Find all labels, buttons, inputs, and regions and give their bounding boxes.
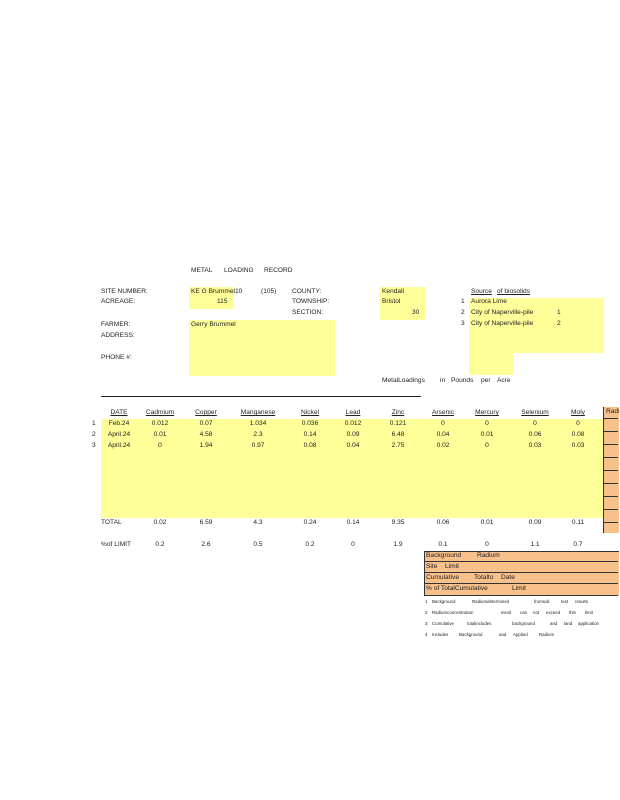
total-moly: 0.11: [571, 519, 585, 526]
note-num: 1: [425, 599, 428, 604]
address-label: ADDRESS:: [101, 332, 135, 339]
row-number: 2: [92, 431, 96, 438]
cumulative-label: Cumulative: [426, 574, 459, 581]
col-header-cadmium: Cadmium: [145, 409, 175, 416]
phone-label: PHONE #:: [101, 354, 132, 361]
cell-selenium: 0.06: [528, 431, 542, 438]
col-header-copper: Copper: [195, 409, 217, 416]
percent-arsenic: 0.1: [438, 541, 448, 548]
total-cadmium: 0.02: [153, 519, 167, 526]
note-word: Includes: [432, 632, 449, 637]
site-number-extra: (105): [261, 288, 277, 295]
percent-copper: 2.6: [201, 541, 211, 548]
note-num: 4: [425, 632, 428, 637]
source-num: 3: [461, 320, 465, 327]
cell-mercury: 0.01: [480, 431, 494, 438]
source-name: City of Naperville-pile: [471, 320, 534, 327]
total-nickel: 0.24: [303, 519, 317, 526]
cell-zinc: 6.48: [391, 431, 405, 438]
township-value: Bristol: [382, 298, 401, 305]
cell-moly: 0.08: [571, 431, 585, 438]
title-word-1: METAL: [191, 267, 213, 274]
note-word: and: [550, 621, 558, 626]
note-word: and: [499, 632, 507, 637]
col-header-mercury: Mercury: [475, 409, 499, 416]
note-word: this: [569, 610, 576, 615]
cell-cadmium: 0.012: [151, 420, 169, 427]
township-label: TOWNSHIP:: [292, 298, 330, 305]
sources-header-of: of biosolids: [497, 288, 530, 295]
cell-lead: 0.09: [346, 431, 360, 438]
col-header-selenium: Selenium: [521, 409, 549, 416]
source-name: City of Naperville-pile: [471, 309, 534, 316]
note-word: test: [561, 599, 569, 604]
county-value: Kendall: [382, 288, 404, 295]
note-word: not: [533, 610, 540, 615]
row-number: 3: [92, 442, 96, 449]
note-word: insoil: [501, 610, 512, 615]
percent-mercury: 0: [485, 541, 489, 548]
note-word: limit: [585, 610, 593, 615]
cell-copper: 1.94: [199, 442, 213, 449]
site-limit-label: Site: [426, 563, 438, 570]
site-number-label: SITE NUMBER:: [101, 288, 148, 295]
percent-zinc: 1.9: [393, 541, 403, 548]
site-limit-label-2: Limit: [445, 563, 459, 570]
cell-mercury: 0: [485, 442, 489, 449]
col-header-arsenic: Arsenic: [432, 409, 454, 416]
cumulative-label-3: Date: [501, 574, 515, 581]
note-word: can: [520, 610, 528, 615]
site-number-value: KE G Brummel10: [191, 288, 243, 295]
note-word: Radium: [539, 632, 555, 637]
acreage-label: ACREAGE:: [101, 298, 136, 305]
cell-arsenic: 0.02: [436, 442, 450, 449]
percent-nickel: 0.2: [305, 541, 315, 548]
radium-header-cell: [603, 407, 619, 418]
note-word: background: [512, 621, 535, 626]
table-top-rule: [101, 396, 421, 397]
note-word: totalincludes: [467, 621, 492, 626]
farmer-field[interactable]: [189, 320, 335, 376]
col-header-moly: Moly: [571, 409, 585, 416]
col-header-lead: Lead: [345, 409, 361, 416]
col-header-date: DATE: [110, 409, 128, 416]
col-header-zinc: Zinc: [391, 409, 405, 416]
percent-cumulative-label-2: Limit: [512, 585, 526, 592]
source-num: 2: [461, 309, 465, 316]
note-word: results: [575, 599, 588, 604]
radium-column[interactable]: [603, 418, 619, 533]
units-word: in: [440, 377, 446, 384]
cell-mercury: 0: [485, 420, 489, 427]
cell-selenium: 0: [533, 420, 537, 427]
source-num: 1: [461, 298, 465, 305]
note-word: land: [564, 621, 573, 626]
cell-date: April.24: [107, 442, 131, 449]
units-word: Pounds: [451, 377, 474, 384]
cell-nickel: 0.08: [303, 442, 317, 449]
county-label: COUNTY:: [292, 288, 322, 295]
radium-header: Radi: [606, 408, 620, 415]
note-word: Cumulative: [432, 621, 454, 626]
cell-lead: 0.04: [346, 442, 360, 449]
note-word: exceed: [546, 610, 561, 615]
total-selenium: 0.09: [528, 519, 542, 526]
cell-manganese: 2.3: [253, 431, 263, 438]
percent-selenium: 1.1: [530, 541, 540, 548]
percent-limit-label: %of LIMIT: [101, 541, 132, 548]
row-number: 1: [92, 420, 96, 427]
radium-bg-label-2: Radium: [477, 552, 500, 559]
source-extra: 1: [557, 309, 561, 316]
cell-zinc: 0.121: [389, 420, 407, 427]
total-arsenic: 0.06: [436, 519, 450, 526]
col-header-nickel: Nickel: [301, 409, 319, 416]
cell-manganese: 0.97: [251, 442, 265, 449]
cell-selenium: 0.03: [528, 442, 542, 449]
note-word: Background: [459, 632, 483, 637]
cell-arsenic: 0: [441, 420, 445, 427]
note-word: Background: [432, 599, 456, 604]
total-zinc: 9.35: [391, 519, 405, 526]
note-num: 3: [425, 621, 428, 626]
percent-cadmium: 0.2: [155, 541, 165, 548]
cell-moly: 0: [576, 420, 580, 427]
cell-manganese: 1.034: [249, 420, 267, 427]
cell-date: April.24: [107, 431, 131, 438]
cumulative-label-2: Totalto: [474, 574, 494, 581]
cell-cadmium: 0: [158, 442, 162, 449]
acreage-value: 115: [217, 298, 228, 305]
note-word: Applied: [513, 632, 528, 637]
sources-field-extra[interactable]: [469, 353, 513, 375]
cell-zinc: 2.75: [391, 442, 405, 449]
total-lead: 0.14: [346, 519, 360, 526]
cell-nickel: 0.14: [303, 431, 317, 438]
cell-copper: 4.58: [199, 431, 213, 438]
note-word: Radiumdetermined: [472, 599, 510, 604]
cell-lead: 0.012: [344, 420, 362, 427]
units-word: MetalLoadings: [382, 377, 425, 384]
total-label: TOTAL: [101, 519, 122, 526]
col-header-manganese: Manganese: [240, 409, 276, 416]
farmer-label: FARMER:: [101, 321, 131, 328]
farmer-value: Gerry Brummel: [191, 321, 236, 328]
note-word: Radiumconcentration: [432, 610, 474, 615]
percent-manganese: 0.5: [253, 541, 263, 548]
cell-date: Feb.24: [108, 420, 130, 427]
cell-nickel: 0.036: [301, 420, 319, 427]
total-mercury: 0.01: [480, 519, 494, 526]
note-word: fromsoil: [534, 599, 550, 604]
units-word: Acre: [497, 377, 511, 384]
source-extra: 2: [557, 320, 561, 327]
section-value: 30: [412, 309, 420, 316]
source-name: Aurora Lime: [471, 298, 507, 305]
note-word: application: [578, 621, 599, 626]
units-word: per: [481, 377, 491, 384]
percent-moly: 0.7: [573, 541, 583, 548]
title-word-2: LOADING: [224, 267, 254, 274]
radium-bg-label: Background: [426, 552, 462, 559]
total-copper: 6.59: [199, 519, 213, 526]
percent-cumulative-label: % of TotalCumulative: [426, 585, 488, 592]
note-num: 2: [425, 610, 428, 615]
title-word-3: RECORD: [264, 267, 293, 274]
cell-cadmium: 0.01: [153, 431, 167, 438]
cell-moly: 0.03: [571, 442, 585, 449]
cell-arsenic: 0.04: [436, 431, 450, 438]
sources-header-source: Source: [471, 288, 492, 295]
total-manganese: 4.3: [253, 519, 263, 526]
section-label: SECTION:: [292, 309, 324, 316]
cell-copper: 0.07: [199, 420, 213, 427]
percent-lead: 0: [351, 541, 355, 548]
